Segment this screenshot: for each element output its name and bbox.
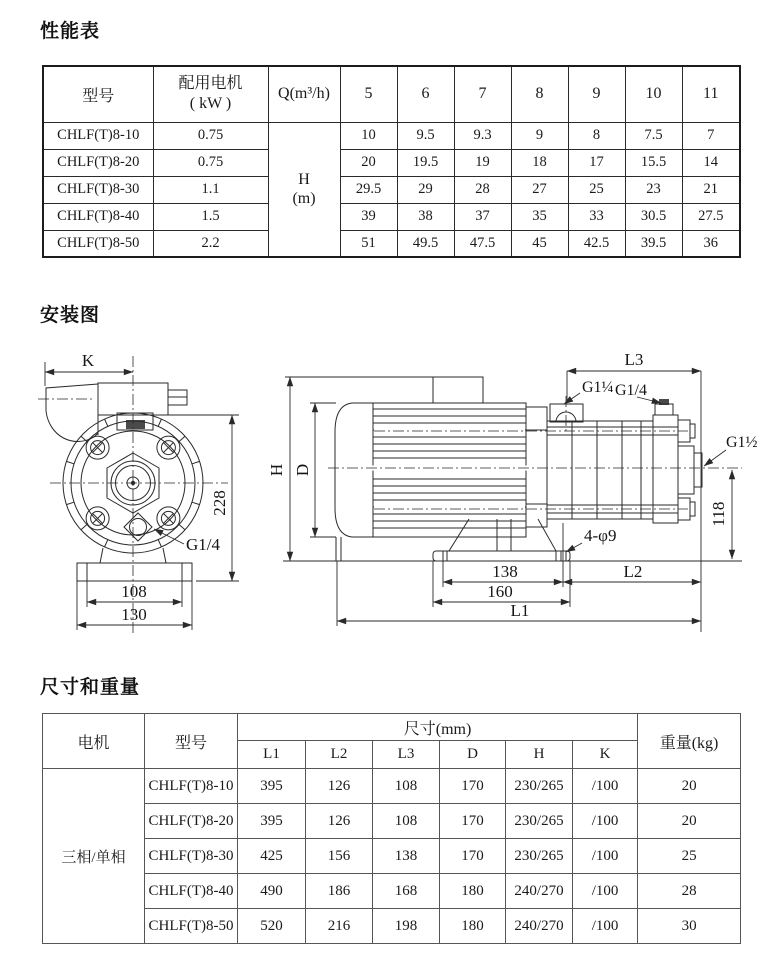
- power-cell: 0.75: [153, 149, 268, 176]
- dim-value: /100: [573, 804, 638, 839]
- dimensions-section-title: 尺寸和重量: [40, 677, 141, 698]
- head-value: 23: [625, 176, 682, 203]
- dims-row: [43, 839, 741, 874]
- front-view-drawing: [38, 351, 239, 633]
- power-cell: 0.75: [153, 122, 268, 149]
- head-value: 35: [511, 203, 568, 230]
- dim-label-l1: L1: [510, 601, 530, 620]
- dim-label-d: D: [293, 463, 312, 477]
- head-value: 29: [397, 176, 454, 203]
- installation-drawing: [0, 340, 780, 662]
- dim-value: 425: [238, 839, 306, 874]
- head-value: 14: [682, 149, 740, 176]
- head-value: 42.5: [568, 230, 625, 257]
- motor-power-unit: ( kW ): [189, 95, 232, 113]
- dim-col-l3: L3: [373, 741, 440, 769]
- head-value: 45: [511, 230, 568, 257]
- performance-row: [43, 176, 740, 203]
- head-value: 10: [340, 122, 397, 149]
- head-value: 21: [682, 176, 740, 203]
- performance-table: [42, 65, 741, 258]
- performance-section-title: 性能表: [40, 21, 101, 42]
- col-header-motor: 电机: [43, 714, 145, 769]
- col-header-model: 型号: [145, 714, 238, 769]
- model-cell: CHLF(T)8-40: [145, 874, 238, 909]
- dim-label-l3: L3: [624, 350, 644, 369]
- flow-col-8: 8: [511, 66, 568, 122]
- head-unit: (m): [292, 190, 316, 208]
- dim-col-l2: L2: [306, 741, 373, 769]
- head-value: 39.5: [625, 230, 682, 257]
- performance-header-row: [43, 66, 740, 122]
- head-value: 19.5: [397, 149, 454, 176]
- dim-label-118: 118: [709, 501, 728, 527]
- dim-value: 230/265: [506, 804, 573, 839]
- bolt-icon: [157, 507, 180, 530]
- dim-value: 108: [373, 769, 440, 804]
- dim-value: /100: [573, 874, 638, 909]
- head-value: 9.5: [397, 122, 454, 149]
- bolt-icon: [86, 436, 109, 459]
- dim-value: 108: [373, 804, 440, 839]
- dims-row: [43, 909, 741, 944]
- performance-row: [43, 230, 740, 257]
- head-value: 49.5: [397, 230, 454, 257]
- motor-type-cell: 三相/单相: [43, 769, 145, 944]
- dim-value: 126: [306, 769, 373, 804]
- head-value: 39: [340, 203, 397, 230]
- head-value: 27: [511, 176, 568, 203]
- power-cell: 1.1: [153, 176, 268, 203]
- power-cell: 2.2: [153, 230, 268, 257]
- port-label-g14-side: G1/4: [615, 382, 647, 399]
- head-value: 47.5: [454, 230, 511, 257]
- port-label-g1half: G1½: [726, 434, 758, 451]
- col-header-dims-group: 尺寸(mm): [238, 714, 638, 741]
- weight-value: 20: [638, 804, 741, 839]
- installation-section-title: 安装图: [40, 305, 101, 326]
- dims-header-row-1: [43, 714, 741, 741]
- flow-col-7: 7: [454, 66, 511, 122]
- dim-value: 240/270: [506, 874, 573, 909]
- dim-col-d: D: [440, 741, 506, 769]
- head-value: 25: [568, 176, 625, 203]
- dim-value: /100: [573, 769, 638, 804]
- holes-label: 4-φ9: [584, 526, 617, 545]
- model-cell: CHLF(T)8-10: [145, 769, 238, 804]
- dim-value: 230/265: [506, 769, 573, 804]
- dim-value: 240/270: [506, 909, 573, 944]
- head-value: 17: [568, 149, 625, 176]
- head-symbol: H: [298, 171, 310, 189]
- model-cell: CHLF(T)8-20: [145, 804, 238, 839]
- dim-value: 395: [238, 804, 306, 839]
- dims-row: [43, 874, 741, 909]
- head-value: 51: [340, 230, 397, 257]
- dim-label-108: 108: [121, 582, 147, 601]
- performance-row: [43, 122, 740, 149]
- head-value: 33: [568, 203, 625, 230]
- head-value: 30.5: [625, 203, 682, 230]
- col-header-motor-power: [153, 66, 268, 122]
- dim-value: 230/265: [506, 839, 573, 874]
- dim-label-138: 138: [492, 562, 518, 581]
- dimensions-weight-table: [42, 713, 741, 944]
- dim-col-l1: L1: [238, 741, 306, 769]
- head-value: 7.5: [625, 122, 682, 149]
- model-cell: CHLF(T)8-30: [145, 839, 238, 874]
- head-value: 20: [340, 149, 397, 176]
- weight-value: 28: [638, 874, 741, 909]
- dim-value: 180: [440, 909, 506, 944]
- head-value: 18: [511, 149, 568, 176]
- dim-value: 180: [440, 874, 506, 909]
- dim-label-l2: L2: [623, 562, 643, 581]
- power-cell: 1.5: [153, 203, 268, 230]
- head-value: 37: [454, 203, 511, 230]
- flow-col-9: 9: [568, 66, 625, 122]
- head-value: 36: [682, 230, 740, 257]
- head-value: 19: [454, 149, 511, 176]
- dim-value: 186: [306, 874, 373, 909]
- dim-label-228: 228: [210, 490, 229, 516]
- bolt-icon: [86, 507, 109, 530]
- dim-label-k: K: [81, 351, 95, 370]
- dim-value: 168: [373, 874, 440, 909]
- dim-col-h: H: [506, 741, 573, 769]
- head-value: 15.5: [625, 149, 682, 176]
- weight-value: 20: [638, 769, 741, 804]
- dim-value: 126: [306, 804, 373, 839]
- model-cell: CHLF(T)8-50: [43, 230, 153, 257]
- flow-col-6: 6: [397, 66, 454, 122]
- head-value: 9: [511, 122, 568, 149]
- dim-value: 216: [306, 909, 373, 944]
- port-label-g1quarter: G1¼: [582, 379, 614, 396]
- dim-value: 520: [238, 909, 306, 944]
- flow-col-11: 11: [682, 66, 740, 122]
- dim-value: /100: [573, 909, 638, 944]
- flow-col-10: 10: [625, 66, 682, 122]
- performance-row: [43, 203, 740, 230]
- head-value: 38: [397, 203, 454, 230]
- dim-value: 395: [238, 769, 306, 804]
- dims-row: [43, 769, 741, 804]
- dim-col-k: K: [573, 741, 638, 769]
- model-cell: CHLF(T)8-40: [43, 203, 153, 230]
- dim-label-h: H: [267, 463, 286, 477]
- col-header-model: 型号: [43, 66, 153, 122]
- performance-row: [43, 149, 740, 176]
- head-value: 28: [454, 176, 511, 203]
- dim-label-160: 160: [487, 582, 513, 601]
- head-value: 7: [682, 122, 740, 149]
- head-value: 27.5: [682, 203, 740, 230]
- flow-col-5: 5: [340, 66, 397, 122]
- dim-label-130: 130: [121, 605, 147, 624]
- motor-power-label: 配用电机: [178, 75, 243, 93]
- dim-value: 170: [440, 769, 506, 804]
- weight-value: 25: [638, 839, 741, 874]
- model-cell: CHLF(T)8-10: [43, 122, 153, 149]
- dim-value: 170: [440, 804, 506, 839]
- col-header-flow: Q(m³/h): [268, 66, 340, 122]
- dim-value: /100: [573, 839, 638, 874]
- col-header-weight: 重量(kg): [638, 714, 741, 769]
- dim-value: 490: [238, 874, 306, 909]
- model-cell: CHLF(T)8-30: [43, 176, 153, 203]
- dim-value: 170: [440, 839, 506, 874]
- port-label-g14-front: G1/4: [186, 535, 220, 554]
- head-unit-cell: [268, 122, 340, 257]
- model-cell: CHLF(T)8-50: [145, 909, 238, 944]
- dim-value: 138: [373, 839, 440, 874]
- bolt-icon: [157, 436, 180, 459]
- head-value: 29.5: [340, 176, 397, 203]
- dims-row: [43, 804, 741, 839]
- weight-value: 30: [638, 909, 741, 944]
- side-view-drawing: [267, 350, 758, 632]
- model-cell: CHLF(T)8-20: [43, 149, 153, 176]
- dim-value: 198: [373, 909, 440, 944]
- dim-value: 156: [306, 839, 373, 874]
- head-value: 9.3: [454, 122, 511, 149]
- head-value: 8: [568, 122, 625, 149]
